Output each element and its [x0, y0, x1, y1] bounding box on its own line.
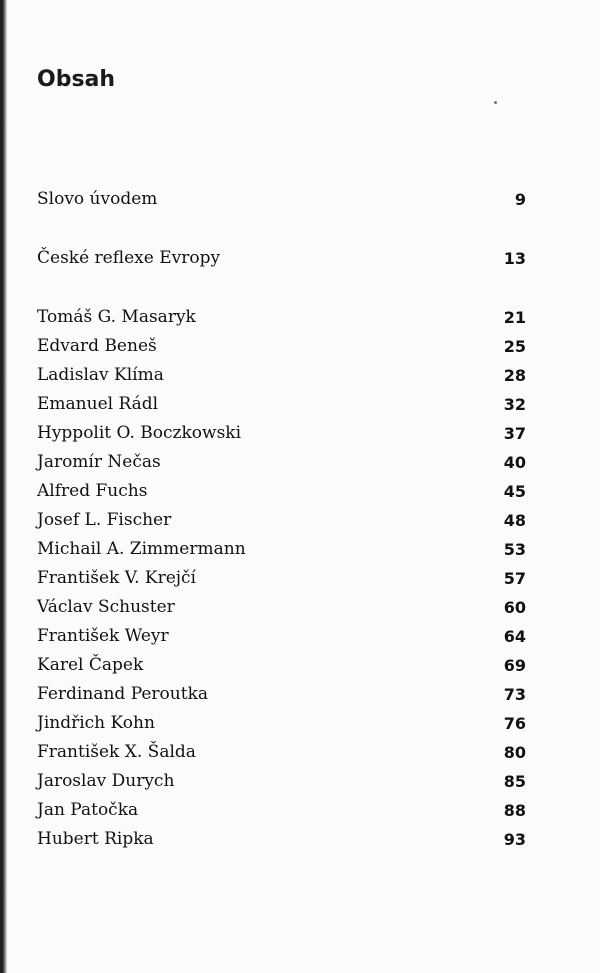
toc-entry[interactable]	[37, 332, 526, 361]
toc-entry[interactable]	[37, 593, 526, 622]
toc-entry[interactable]	[37, 680, 526, 709]
toc-entry-title: Václav Schuster	[37, 597, 175, 617]
toc-entry[interactable]	[37, 477, 526, 506]
toc-entry-title: Alfred Fuchs	[37, 481, 148, 501]
toc-entry[interactable]	[37, 622, 526, 651]
toc-entry-page: 32	[503, 395, 526, 414]
toc-entry-title: Ferdinand Peroutka	[37, 684, 209, 704]
toc-entry[interactable]	[37, 535, 526, 564]
toc-entry-title: Slovo úvodem	[37, 189, 158, 209]
toc-entry[interactable]	[37, 767, 526, 796]
toc-entry[interactable]	[37, 303, 526, 332]
page-edge	[0, 0, 7, 973]
toc-entry[interactable]	[37, 448, 526, 477]
toc-entry[interactable]	[37, 506, 526, 535]
toc-entry-title: České reflexe Evropy	[37, 248, 221, 268]
toc-entry-page: 93	[503, 830, 526, 849]
toc-entry-page: 13	[503, 249, 526, 268]
toc-entry-page: 21	[503, 308, 526, 327]
toc-entry[interactable]	[37, 361, 526, 390]
toc-entry-page: 57	[503, 569, 526, 588]
toc-entry[interactable]	[37, 390, 526, 419]
toc-entry-title: Hyppolit O. Boczkowski	[37, 423, 242, 443]
toc-entry-page: 45	[503, 482, 526, 501]
toc-entry-page: 25	[503, 337, 526, 356]
toc-entry-page: 85	[503, 772, 526, 791]
toc-entry-title: Hubert Ripka	[37, 829, 154, 849]
toc-entry-title: Emanuel Rádl	[37, 394, 159, 414]
table-of-contents	[37, 185, 526, 854]
toc-entry[interactable]	[37, 419, 526, 448]
toc-entry-page: 28	[503, 366, 526, 385]
toc-entry-title: Edvard Beneš	[37, 336, 157, 356]
toc-entry-title: Michail A. Zimmermann	[37, 539, 246, 559]
toc-entry-page: 76	[503, 714, 526, 733]
toc-entry[interactable]	[37, 825, 526, 854]
toc-entry-page: 88	[503, 801, 526, 820]
toc-entry[interactable]	[37, 738, 526, 767]
toc-entry-title: Tomáš G. Masaryk	[37, 307, 196, 327]
toc-entry-title: Jindřich Kohn	[37, 713, 155, 733]
toc-entry[interactable]	[37, 796, 526, 825]
toc-entry-page: 53	[503, 540, 526, 559]
toc-entry-title: Josef L. Fischer	[37, 510, 172, 530]
toc-entry-page: 73	[503, 685, 526, 704]
toc-entry[interactable]	[37, 244, 526, 273]
toc-entry-page: 69	[503, 656, 526, 675]
toc-entry-title: Jan Patočka	[37, 800, 139, 820]
toc-entry-page: 9	[514, 190, 526, 209]
toc-entry[interactable]	[37, 185, 526, 214]
toc-entry-page: 64	[503, 627, 526, 646]
toc-entry-page: 80	[503, 743, 526, 762]
toc-entry[interactable]	[37, 564, 526, 593]
toc-entry[interactable]	[37, 709, 526, 738]
toc-entry[interactable]	[37, 651, 526, 680]
toc-entry-title: František X. Šalda	[37, 742, 196, 762]
page-title: Obsah	[37, 67, 116, 92]
toc-entry-title: Jaromír Nečas	[37, 452, 161, 472]
toc-entry-title: Karel Čapek	[37, 655, 144, 675]
toc-entry-page: 48	[503, 511, 526, 530]
speck	[494, 101, 497, 104]
toc-entry-title: Jaroslav Durych	[37, 771, 175, 791]
toc-entry-title: František V. Krejčí	[37, 568, 196, 588]
toc-entry-page: 60	[503, 598, 526, 617]
toc-entry-title: František Weyr	[37, 626, 169, 646]
toc-entry-title: Ladislav Klíma	[37, 365, 164, 385]
toc-entry-page: 37	[503, 424, 526, 443]
toc-entry-page: 40	[503, 453, 526, 472]
